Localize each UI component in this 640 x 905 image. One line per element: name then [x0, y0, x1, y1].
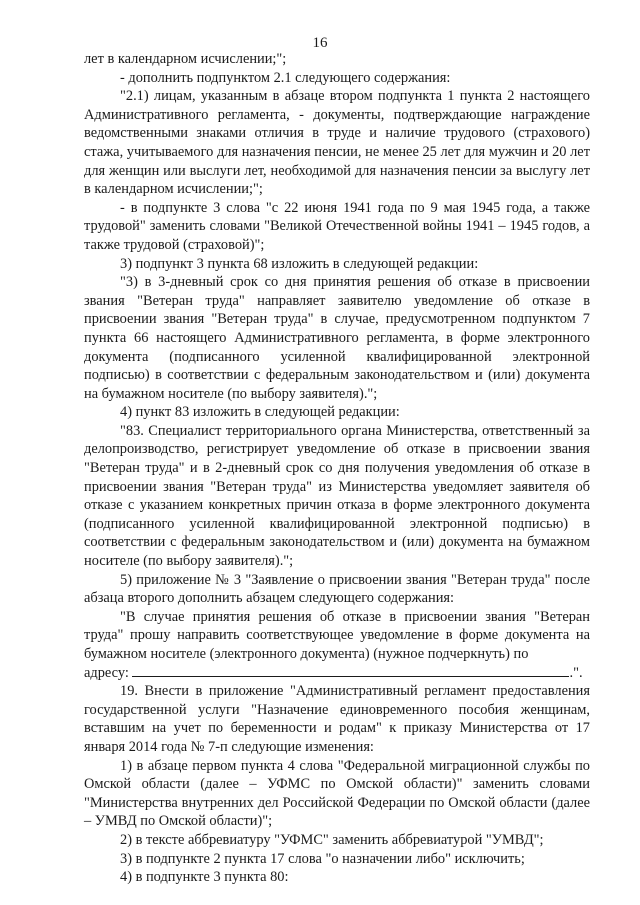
paragraph: - в подпункте 3 слова "с 22 июня 1941 года по 9 мая 1945 года, а также трудовой" заменить словами "Великой Отечественной войны 1941 – 1945 годов, а также трудовой (страховой)";: [84, 199, 590, 253]
address-label: адресу:: [84, 664, 129, 681]
paragraph: - дополнить подпунктом 2.1 следующего содержания:: [120, 69, 451, 86]
paragraph: 3) подпункт 3 пункта 68 изложить в следующей редакции:: [120, 255, 479, 272]
paragraph: 1) в абзаце первом пункта 4 слова "Федеральной миграционной службы по Омской области (далее – УФМС по Омской области)" заменить словами "Министерства внутренних дел Российской Федерации по Омской области (далее – УМВД по Омской области)";: [84, 757, 590, 830]
paragraph: "2.1) лицам, указанным в абзаце втором подпункта 1 пункта 2 настоящего Административного регламента, - документы, подтверждающие награждение ведомственными знаками отличия в труде и наличие трудового (страхового) стажа, учитываемого для назначения пенсии, не менее 25 лет для мужчин и 20 лет для женщин или выслуги лет, необходимой для назначения пенсии за выслугу лет в календарном исчислении;";: [84, 88, 590, 198]
paragraph: "В случае принятия решения об отказе в присвоении звания "Ветеран труда" прошу направить соответствующее уведомление в форме документа на бумажном носителе (электронного документа) (нужное подчеркнуть) по: [84, 608, 590, 662]
paragraph: 19. Внести в приложение "Административный регламент предоставления государственной услуги "Назначение единовременного пособия женщинам, вставшим на учет по беременности и родам" к приказу Министерства от 17 января 2014 года № 7-п следующие изменения:: [84, 683, 590, 755]
address-blank-line: [132, 664, 569, 677]
paragraph: "3) в 3-дневный срок со дня принятия решения об отказе в присвоении звания "Ветеран труда" направляет заявителю уведомление об отказе в присвоении звания "Ветеран труда" в случае, предусмотренном подпунктом 7 пункта 66 настоящего Административного регламента, в форме электронного документа (подписанного усиленной квалифицированной электронной подписью) в соответствии с федеральным законодательством и (или) документа на бумажном носителе (по выбору заявителя).";: [84, 274, 590, 402]
paragraph: "83. Специалист территориального органа Министерства, ответственный за делопроизводство, регистрирует уведомление об отказе в присвоении звания "Ветеран труда" и в 2-дневный срок со дня получения уведомления об отказе в присвоении звания "Ветеран труда" из Министерства уведомляет заявителя об отказе с указанием конкретных причин отказа в форме электронного документа (подписанного усиленной квалифицированной электронной подписью) в соответствии с федеральным законодательством и (или) документа на бумажном носителе (по выбору заявителя).";: [84, 422, 590, 570]
paragraph: 3) в подпункте 2 пункта 17 слова "о назначении либо" исключить;: [120, 850, 525, 867]
document-body: [84, 50, 590, 887]
page-number: 16: [312, 35, 328, 51]
paragraph: лет в календарном исчислении;";: [84, 51, 287, 67]
address-line: [84, 664, 590, 683]
paragraph: 4) пункт 83 изложить в следующей редакции:: [120, 404, 400, 421]
paragraph: 5) приложение № 3 "Заявление о присвоении звания "Ветеран труда" после абзаца второго дополнить абзацем следующего содержания:: [84, 571, 590, 607]
paragraph: 2) в тексте аббревиатуру "УФМС" заменить аббревиатурой "УМВД";: [120, 831, 544, 848]
address-end: .".: [569, 664, 583, 681]
paragraph: 4) в подпункте 3 пункта 80:: [120, 869, 289, 886]
